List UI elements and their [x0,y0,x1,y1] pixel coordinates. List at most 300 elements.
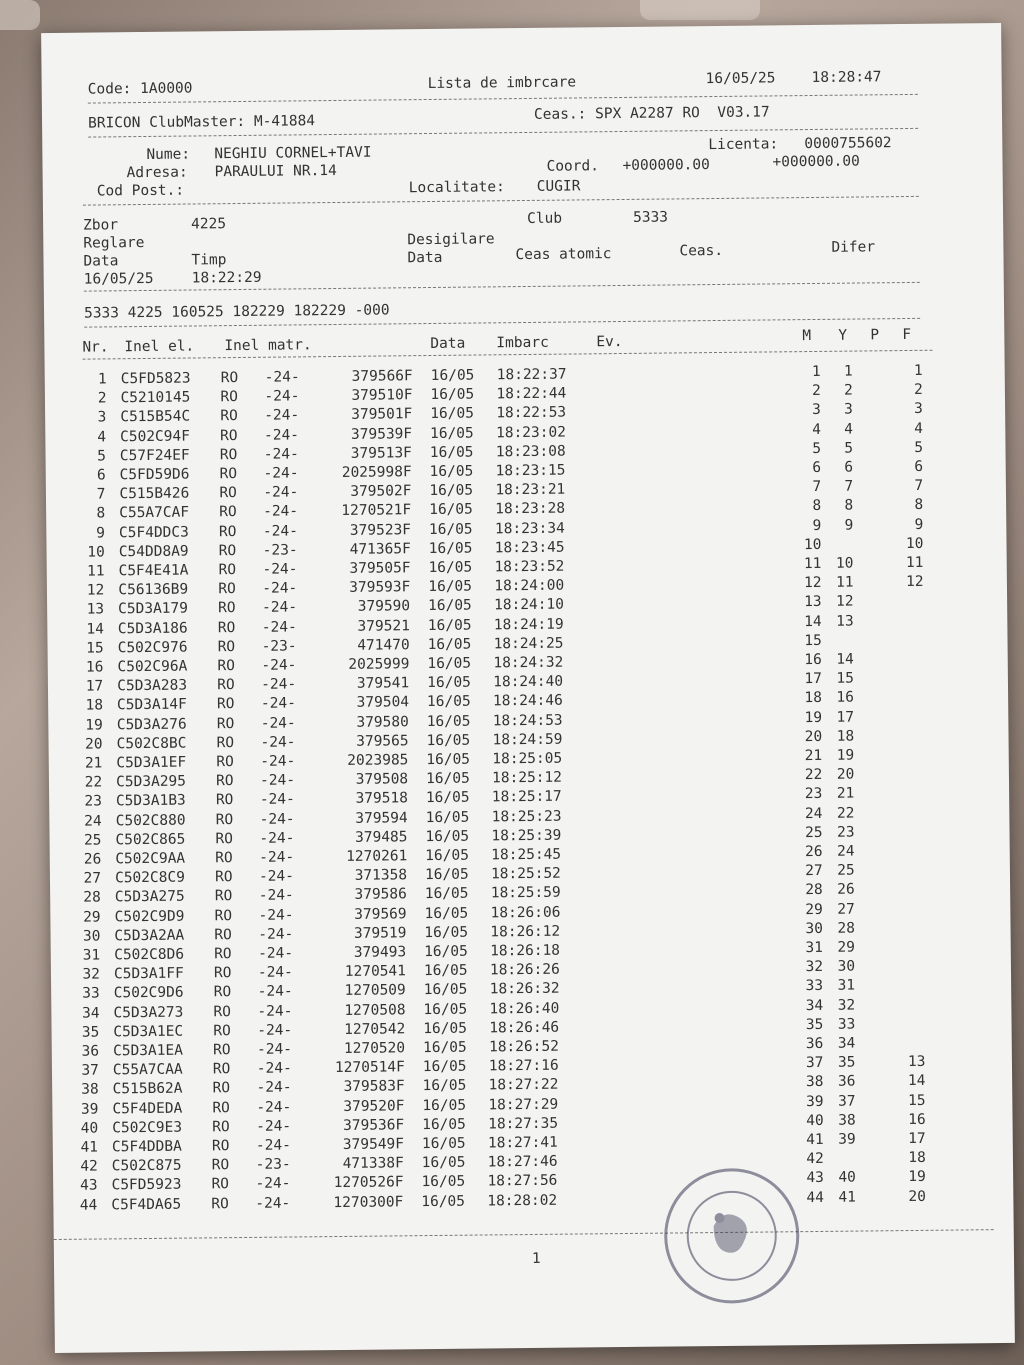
col-header-f: F [902,326,912,344]
cell-electronic-ring: C5F4DDBA [111,1138,182,1156]
cell-col-m: 26 [805,843,823,861]
cell-col-y: 11 [835,574,854,591]
cell-row-number: 28 [83,889,101,907]
cell-electronic-ring: C5D3A179 [118,600,189,618]
cell-date: 16/05 [423,1020,468,1037]
cell-year: -24- [261,657,297,674]
cell-col-m: 27 [805,863,823,880]
cell-date: 16/05 [421,1135,466,1153]
cell-col-y: 30 [837,958,856,975]
col-header-imbarc: Imbarc [496,334,549,352]
cell-row-number: 18 [85,697,104,715]
cell-row-number: 21 [84,755,103,772]
cell-year: -23- [261,638,297,655]
difer-label: Difer [831,239,876,256]
cell-col-m: 37 [805,1055,824,1072]
cell-country: RO [215,830,234,848]
cell-col-f: 17 [908,1130,926,1148]
cell-time: 18:25:05 [492,750,563,768]
cell-electronic-ring: C502C8C9 [114,869,185,887]
cell-row-number: 40 [80,1120,99,1137]
data-label: Data [83,253,119,270]
cell-ring-number: 379504 [356,694,410,712]
cell-col-y: 3 [844,401,853,419]
cell-ring-number: 379541 [356,675,410,692]
cell-country: RO [218,542,237,560]
print-time: 18:28:47 [811,69,882,86]
cell-country: RO [217,677,235,694]
cell-row-number: 4 [97,428,107,446]
system-label: BRICON ClubMaster: M-41884 [87,113,316,132]
cell-col-f: 13 [907,1054,926,1071]
cell-ring-number: 1270508 [344,1001,406,1019]
cell-col-m: 12 [803,575,822,592]
cell-ring-number: 1270521F [341,502,412,520]
cell-electronic-ring: C502C9AA [115,850,186,868]
cell-electronic-ring: C502C875 [111,1157,182,1175]
cell-date: 16/05 [423,982,468,999]
cell-time: 18:26:52 [488,1038,559,1056]
cell-time: 18:24:59 [492,731,563,749]
cell-electronic-ring: C502C9D9 [114,908,185,925]
cell-electronic-ring: C5D3A1EF [116,754,187,772]
cell-country: RO [219,446,238,464]
cell-date: 16/05 [425,847,469,865]
reglare-label: Reglare [83,234,145,252]
cell-electronic-ring: C5D3A276 [116,716,187,733]
cell-row-number: 3 [97,409,107,426]
cell-year: -24- [255,1137,291,1154]
cell-col-m: 42 [806,1151,824,1168]
col-header-y: Y [838,327,848,344]
cell-ring-number: 379501F [351,406,413,424]
cell-country: RO [216,773,234,790]
cell-date: 16/05 [422,1116,466,1133]
cell-col-f: 10 [905,535,924,552]
cell-col-m: 6 [812,459,822,477]
cell-date: 16/05 [428,597,472,615]
cell-row-number: 33 [82,985,100,1003]
cell-country: RO [218,581,236,598]
cell-country: RO [211,1157,230,1174]
cell-col-m: 24 [804,805,823,822]
cell-time: 18:27:56 [487,1173,558,1190]
cell-row-number: 5 [97,448,106,465]
cell-col-f: 3 [914,401,923,418]
cell-time: 18:24:25 [493,635,564,653]
cell-time: 18:25:39 [491,827,562,845]
background-tile [640,0,760,20]
cell-country: RO [211,1176,230,1193]
cell-ring-number: 379580 [356,713,409,731]
cell-ring-number: 379485 [355,829,408,846]
cell-country: RO [212,1061,231,1078]
cell-year: -24- [256,1041,293,1058]
divider [88,94,918,104]
cell-ring-number: 471470 [357,637,410,654]
cell-electronic-ring: C5D3A295 [116,773,187,791]
cell-ring-number: 379539F [350,425,413,443]
print-date: 16/05/25 [705,70,776,88]
cell-col-y: 26 [837,881,855,899]
cell-year: -24- [260,734,296,751]
club-label: Club [527,210,563,227]
cell-year: -24- [257,1022,293,1039]
divider [54,1229,994,1240]
cell-date: 16/05 [430,405,475,423]
cell-electronic-ring: C57F24EF [119,447,190,465]
cell-time: 18:26:06 [490,904,561,921]
cell-year: -24- [264,388,300,405]
cell-row-number: 29 [83,909,101,926]
cell-country: RO [216,715,235,732]
cell-country: RO [217,658,235,675]
cell-date: 16/05 [429,482,474,500]
cell-col-y: 35 [837,1054,856,1071]
cell-country: RO [219,504,237,521]
cell-col-y: 17 [836,709,855,726]
cell-date: 16/05 [429,444,474,461]
cell-col-y: 39 [838,1131,856,1148]
cell-time: 18:22:53 [496,404,567,422]
cell-country: RO [214,946,232,963]
cell-country: RO [218,600,236,617]
cell-country: RO [212,1080,231,1097]
cell-ring-number: 2025999 [348,656,410,673]
cell-col-m: 14 [804,613,822,630]
cell-year: -24- [256,1060,292,1078]
cell-country: RO [216,696,235,713]
cell-time: 18:23:08 [495,443,566,461]
cell-country: RO [215,792,234,809]
cell-year: -24- [263,465,299,482]
cell-col-y: 12 [836,593,854,611]
cell-date: 16/05 [424,866,469,884]
cell-col-f: 2 [913,382,923,399]
cell-date: 16/05 [423,962,468,980]
cell-country: RO [219,466,238,483]
cell-year: -24- [258,945,294,962]
cell-col-y: 40 [838,1169,856,1187]
cell-col-y: 5 [844,440,854,457]
cell-ring-number: 1270514F [334,1059,405,1077]
cell-row-number: 16 [85,659,104,676]
cell-date: 16/05 [426,751,471,769]
cell-ring-number: 379593F [349,579,411,597]
cell-ring-number: 379565 [356,733,409,750]
cell-date: 16/05 [427,617,472,634]
cell-col-y: 38 [838,1112,856,1129]
name-label: Nume: [146,146,191,163]
cell-row-number: 32 [82,966,101,983]
cell-electronic-ring: C5D3A2AA [114,927,185,945]
cell-col-m: 11 [803,555,822,573]
cell-col-m: 16 [804,651,822,669]
cell-col-m: 35 [805,1016,824,1033]
cell-col-f: 15 [908,1092,926,1109]
cell-time: 18:25:45 [491,846,562,864]
cell-time: 18:26:40 [489,1000,560,1018]
cell-date: 16/05 [428,540,473,557]
cell-country: RO [215,811,234,828]
cell-ring-number: 2023985 [347,752,409,769]
cell-col-m: 22 [804,767,823,784]
cell-date: 16/05 [425,828,470,845]
cell-ring-number: 379508 [355,771,409,788]
cell-time: 18:27:46 [487,1153,558,1171]
cell-country: RO [213,984,232,1001]
print-sheet [41,23,1015,1353]
cell-time: 18:25:23 [491,808,562,825]
cell-time: 18:23:34 [494,520,565,537]
cell-electronic-ring: C502C94F [119,428,191,445]
cell-row-number: 7 [96,486,106,503]
cell-col-y: 41 [838,1189,857,1206]
cell-electronic-ring: C502C96A [117,658,188,676]
cell-time: 18:24:00 [494,577,565,595]
cell-time: 18:23:02 [495,424,566,441]
cell-col-y: 13 [836,613,854,630]
cell-col-y: 31 [837,977,856,995]
cell-time: 18:24:40 [493,673,564,691]
cell-electronic-ring: C502C865 [115,831,186,849]
cell-col-y: 28 [837,920,855,937]
cell-date: 16/05 [425,809,470,826]
cell-year: -24- [259,791,295,809]
cell-country: RO [213,965,232,982]
cell-time: 18:25:59 [490,885,561,902]
cell-row-number: 8 [96,505,106,522]
cell-country: RO [217,619,236,636]
cell-ring-number: 1270509 [344,982,406,1000]
cell-col-m: 25 [804,824,823,841]
cell-row-number: 20 [85,736,103,753]
cell-col-y: 25 [837,862,855,879]
cell-ring-number: 379520F [343,1097,405,1115]
cell-time: 18:23:52 [494,558,565,576]
cell-col-m: 19 [804,709,823,726]
cell-date: 16/05 [421,1154,466,1172]
cell-date: 16/05 [426,770,470,788]
cell-electronic-ring: C502C8D6 [114,946,185,964]
cell-electronic-ring: C5210145 [120,389,191,407]
cell-col-y: 24 [837,843,855,860]
club-stamp-icon [661,1165,802,1306]
cell-country: RO [214,907,233,924]
cell-electronic-ring: C5D3A1FF [113,965,184,983]
cell-country: RO [214,869,233,886]
cell-date: 16/05 [422,1097,467,1114]
cell-country: RO [220,408,238,425]
cell-date: 16/05 [429,425,474,442]
cell-row-number: 22 [84,774,103,791]
cell-ring-number: 379521 [357,617,410,635]
postcode-label: Cod Post.: [96,182,185,200]
cell-date: 16/05 [422,1058,467,1076]
cell-row-number: 35 [81,1024,100,1041]
cell-electronic-ring: C5FD5923 [111,1177,182,1194]
cell-col-m: 3 [812,402,821,419]
reglare-date: 16/05/25 [83,270,154,288]
cell-date: 16/05 [427,655,472,673]
ceas-label: Ceas. [679,242,724,260]
cell-date: 16/05 [426,693,471,711]
cell-col-m: 13 [804,594,822,611]
cell-year: -24- [259,830,295,847]
cell-col-m: 32 [805,959,824,976]
cell-row-number: 1 [97,371,107,388]
cell-year: -24- [259,849,295,866]
cell-col-m: 4 [812,421,822,438]
cell-country: RO [213,1003,232,1020]
cell-country: RO [217,638,236,656]
cell-row-number: 17 [85,678,104,695]
cell-electronic-ring: C515B54C [120,408,191,426]
cell-time: 18:25:12 [492,769,563,787]
cell-country: RO [220,370,239,387]
address-label: Adresa: [126,164,188,182]
cell-year: -24- [263,484,299,501]
cell-row-number: 38 [81,1081,99,1099]
cell-col-m: 39 [806,1093,824,1110]
cell-row-number: 9 [96,525,106,542]
cell-ring-number: 379502F [350,483,412,501]
cell-date: 16/05 [424,943,468,961]
cell-ring-number: 379594 [355,809,408,827]
cell-col-m: 21 [804,747,823,765]
cell-year: -24- [255,1175,291,1193]
cell-electronic-ring: C5D3A186 [117,620,188,637]
cell-col-f: 1 [913,362,923,379]
cell-electronic-ring: C515B426 [119,485,190,503]
cell-year: -24- [256,1099,292,1116]
cell-ring-number: 379519 [353,925,407,942]
cell-electronic-ring: C5F4DA65 [111,1196,182,1213]
cell-country: RO [214,926,232,944]
owner-address: PARAULUI NR.14 [214,162,337,181]
cell-year: -24- [261,619,297,636]
cell-col-m: 15 [804,632,822,649]
cell-time: 18:27:41 [487,1134,558,1152]
cell-year: -24- [258,926,294,943]
cell-year: -24- [258,868,295,886]
cell-col-y: 23 [836,824,855,841]
cell-time: 18:24:53 [492,712,563,729]
cell-country: RO [220,389,239,406]
cell-year: -24- [255,1195,291,1212]
cell-year: -24- [263,446,299,463]
cell-col-y: 37 [838,1093,856,1110]
cell-date: 16/05 [430,386,475,404]
cell-time: 18:26:46 [489,1019,560,1037]
cell-date: 16/05 [424,924,469,941]
cell-row-number: 30 [82,928,101,945]
cell-ring-number: 371358 [354,867,408,885]
cell-electronic-ring: C5D3A1EC [113,1023,184,1041]
cell-electronic-ring: C56136B9 [118,581,189,599]
cell-col-f: 11 [905,554,924,572]
cell-country: RO [218,562,237,579]
cell-date: 16/05 [427,674,471,692]
cell-col-y: 27 [837,901,855,918]
cell-electronic-ring: C54DD8A9 [118,543,189,561]
zbor-value: 4225 [191,216,227,233]
cell-ring-number: 379569 [354,905,407,923]
cell-date: 16/05 [424,905,469,922]
cell-time: 18:23:28 [495,500,566,518]
desigilare-label: Desigilare [407,231,495,249]
cell-electronic-ring: C5D3A14F [116,696,187,714]
cell-col-f: 7 [914,478,924,495]
cell-row-number: 31 [82,947,101,964]
atomic-label: Ceas atomic [515,246,612,264]
cell-col-m: 31 [805,939,824,957]
cell-country: RO [214,888,233,905]
cell-col-f: 8 [914,497,924,514]
cell-col-f: 19 [908,1169,926,1186]
cell-col-f: 18 [908,1150,926,1167]
cell-time: 18:22:44 [496,385,567,403]
list-title: Lista de imbrcare [427,74,577,93]
cell-row-number: 41 [80,1139,99,1156]
cell-col-m: 28 [805,882,823,899]
cell-row-number: 14 [86,621,104,638]
cell-row-number: 10 [87,544,105,561]
col-header-nr: Nr. [82,339,109,356]
cell-col-f: 12 [905,574,924,591]
cell-col-y: 1 [843,363,853,380]
clock-label: Ceas.: SPX A2287 RO V03.17 [533,104,770,123]
cell-col-y: 19 [836,747,855,764]
cell-col-y: 15 [836,670,854,687]
cell-country: RO [218,523,237,540]
cell-col-y: 2 [843,382,853,399]
cell-electronic-ring: C5D3A1B3 [115,792,186,810]
cell-country: RO [216,734,235,752]
cell-year: -24- [256,1118,292,1135]
cell-time: 18:24:10 [494,597,565,614]
cell-ring-number: 379518 [355,790,409,808]
cell-ring-number: 379583F [343,1078,405,1096]
cell-row-number: 2 [97,390,107,407]
code-label: Code: 1A0000 [87,80,193,98]
cell-date: 16/05 [428,521,473,538]
flight-summary: 5333 4225 160525 182229 182229 -000 [83,302,390,322]
cell-electronic-ring: C502C9D6 [113,985,184,1002]
cell-row-number: 13 [86,601,105,619]
cell-col-y: 6 [844,459,854,476]
cell-col-m: 41 [806,1131,824,1149]
cell-col-m: 30 [805,920,823,937]
cell-year: -24- [258,887,294,905]
cell-col-f: 14 [907,1073,926,1090]
cell-ring-number: 471365F [349,541,411,558]
cell-col-m: 44 [806,1189,825,1206]
cell-col-m: 8 [812,498,822,515]
cell-time: 18:25:52 [490,865,561,883]
cell-ring-number: 1270541 [344,963,407,981]
cell-col-y: 21 [836,785,855,803]
cell-date: 16/05 [429,501,473,519]
cell-row-number: 42 [80,1158,98,1175]
cell-ring-number: 1270542 [344,1021,406,1038]
cell-row-number: 15 [86,640,104,657]
cell-col-m: 7 [812,479,822,496]
col-header-ev: Ev. [596,333,623,351]
cell-electronic-ring: C5D3A275 [114,888,185,906]
cell-electronic-ring: C55A7CAF [119,504,190,522]
cell-ring-number: 379513F [350,445,412,462]
